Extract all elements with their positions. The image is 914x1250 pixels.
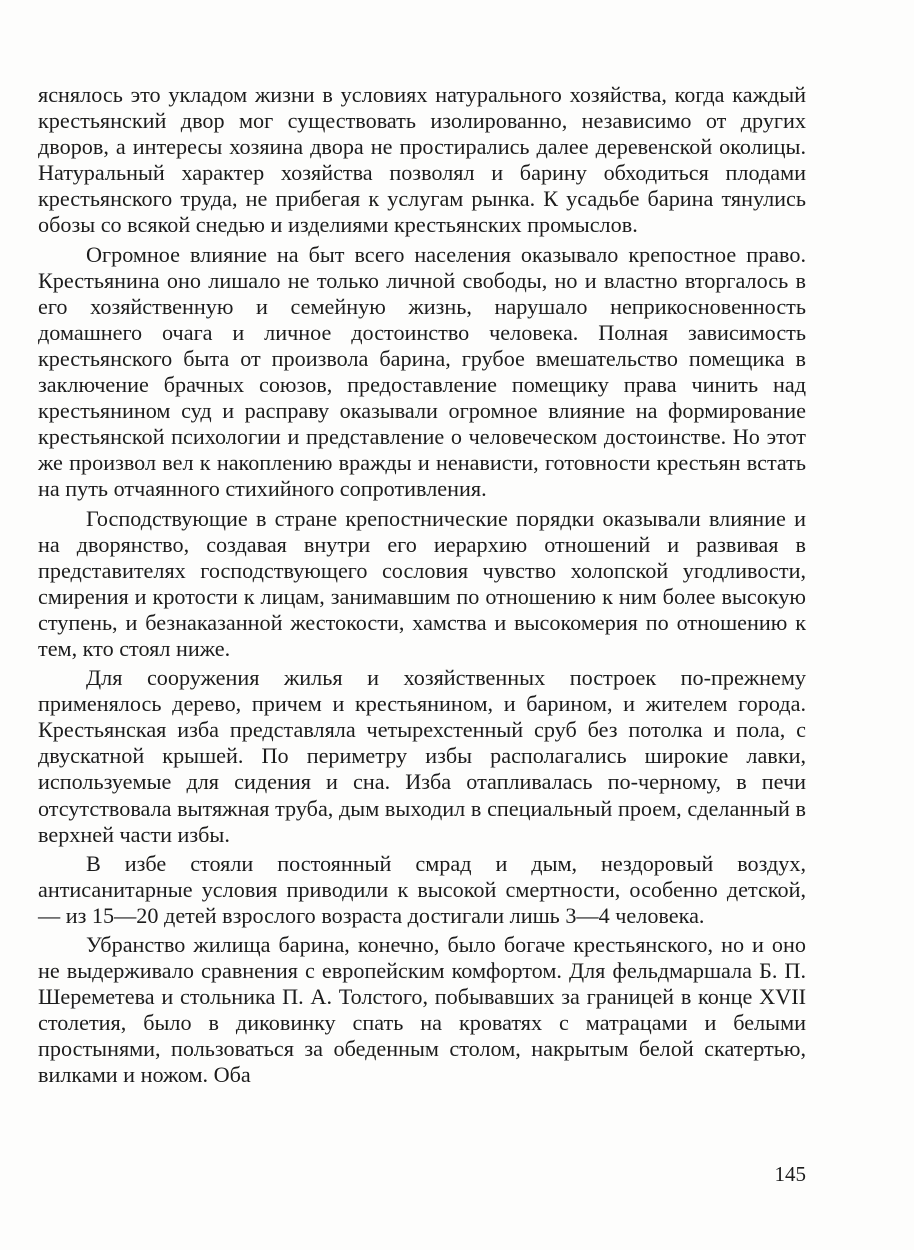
paragraph-3: Господствующие в стране крепостнические порядки оказывали влияние и на дворянство, создавая внутри его иерархию отношений и развивая в представителях господствующего сословия чувство холопской угодливости, смирения и кротости к лицам, занимавшим по отношению к ним более высокую ступень, и безнаказанной жестокости, хамства и высокомерия по отношению к тем, кто стоял ниже.	[38, 505, 806, 661]
page-number: 145	[774, 1162, 806, 1186]
paragraph-6: Убранство жилища барина, конечно, было богаче крестьянского, но и оно не выдерживало сравнения с европейским комфортом. Для фельдмаршала Б. П. Шереметева и стольника П. А. Толстого, побывавших за границей в конце XVII столетия, было в диковинку спать на кроватях с матрацами и белыми простынями, пользоваться за обеденным столом, накрытым белой скатертью, вилками и ножом. Оба	[38, 932, 806, 1088]
body-text	[38, 82, 806, 1092]
paragraph-5: В избе стояли постоянный смрад и дым, нездоровый воздух, антисанитарные условия приводили к высокой смертности, особенно детской, — из 15—20 детей взрослого возраста достигали лишь 3—4 человека.	[38, 850, 806, 928]
paragraph-1: яснялось это укладом жизни в условиях натурального хозяйства, когда каждый крестьянский двор мог существовать изолированно, независимо от других дворов, а интересы хозяина двора не простирались далее деревенской околицы. Натуральный характер хозяйства позволял и барину обходиться плодами крестьянского труда, не прибегая к услугам рынка. К усадьбе барина тянулись обозы со всякой снедью и изделиями крестьянских промыслов.	[38, 82, 806, 238]
paragraph-2: Огромное влияние на быт всего населения оказывало крепостное право. Крестьянина оно лишало не только личной свободы, но и властно вторгалось в его хозяйственную и семейную жизнь, нарушало неприкосновенность домашнего очага и личное достоинство человека. Полная зависимость крестьянского быта от произвола барина, грубое вмешательство помещика в заключение брачных союзов, предоставление помещику права чинить над крестьянином суд и расправу оказывали огромное влияние на формирование крестьянской психологии и представление о человеческом достоинстве. Но этот же произвол вел к накоплению вражды и ненависти, готовности крестьян встать на путь отчаянного стихийного сопротивления.	[38, 241, 806, 502]
paragraph-4: Для сооружения жилья и хозяйственных построек по-прежнему применялось дерево, причем и крестьянином, и барином, и жителем города. Крестьянская изба представляла четырехстенный сруб без потолка и пола, с двускатной крышей. По периметру избы располагались широкие лавки, используемые для сидения и сна. Изба отапливалась по-черному, в печи отсутствовала вытяжная труба, дым выходил в специальный проем, сделанный в верхней части избы.	[38, 665, 806, 847]
